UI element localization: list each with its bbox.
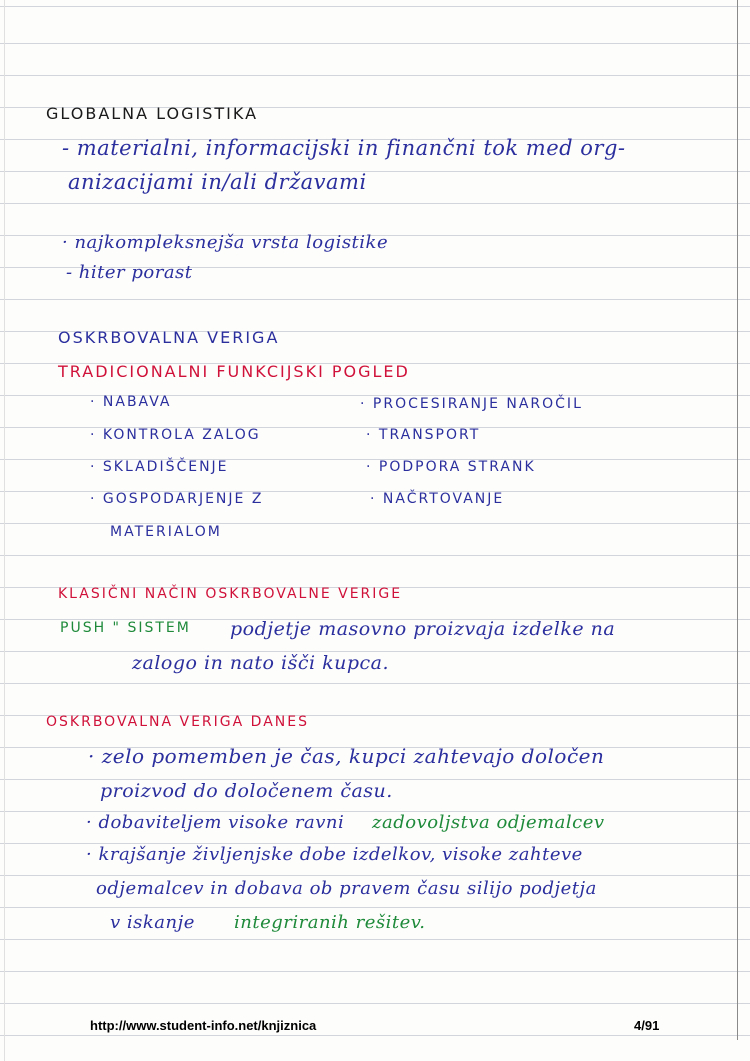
left-item-purchasing: · NABAVA (90, 394, 172, 410)
left-item-inventory-control: · KONTROLA ZALOG (90, 427, 261, 443)
today-line-3b: zadovoljstva odjemalcev (372, 812, 605, 833)
right-item-transport: · TRANSPORT (366, 427, 481, 443)
page-right-edge (737, 0, 738, 1040)
today-line-4: · krajšanje življenjske dobe izdelkov, visoke zahteve (86, 844, 583, 865)
right-item-planning: · NAČRTOVANJE (370, 491, 505, 507)
heading-classic-supply-chain: KLASIČNI NAČIN OSKRBOVALNE VERIGE (58, 586, 403, 602)
global-line-1: - materialni, informacijski in finančni tok med org- (62, 136, 626, 160)
page-left-edge (4, 0, 5, 1061)
heading-traditional-view: TRADICIONALNI FUNKCIJSKI POGLED (58, 362, 410, 381)
today-line-6b: integriranih rešitev. (234, 912, 426, 933)
today-line-2: proizvod do določenem času. (100, 780, 393, 802)
heading-supply-chain-today: OSKRBOVALNA VERIGA DANES (46, 714, 309, 730)
footer-url: http://www.student-info.net/knjiznica (90, 1018, 317, 1033)
left-item-materials-management-cont: MATERIALOM (110, 524, 222, 540)
right-item-order-processing: · PROCESIRANJE NAROČIL (360, 396, 583, 412)
global-line-2: anizacijami in/ali državami (68, 170, 367, 194)
push-line-1: podjetje masovno proizvaja izdelke na (230, 618, 616, 640)
global-line-3: · najkompleksnejša vrsta logistike (62, 232, 389, 253)
today-line-1: · zelo pomemben je čas, kupci zahtevajo določen (88, 744, 605, 768)
left-item-materials-management: · GOSPODARJENJE Z (90, 491, 264, 507)
global-line-4: - hiter porast (66, 262, 193, 283)
right-item-customer-support: · PODPORA STRANK (366, 459, 536, 475)
today-line-6a: v iskanje (110, 912, 195, 933)
left-item-warehousing: · SKLADIŠČENJE (90, 459, 229, 475)
heading-supply-chain: OSKRBOVALNA VERIGA (58, 328, 280, 347)
push-system-label: PUSH " SISTEM (60, 620, 191, 636)
today-line-3a: · dobaviteljem visoke ravni (86, 812, 345, 833)
today-line-5: odjemalcev in dobava ob pravem času silijo podjetja (96, 878, 597, 899)
push-line-2: zalogo in nato išči kupca. (132, 652, 390, 674)
footer-page-number: 4/91 (634, 1018, 660, 1033)
heading-global-logistics: GLOBALNA LOGISTIKA (46, 104, 259, 123)
